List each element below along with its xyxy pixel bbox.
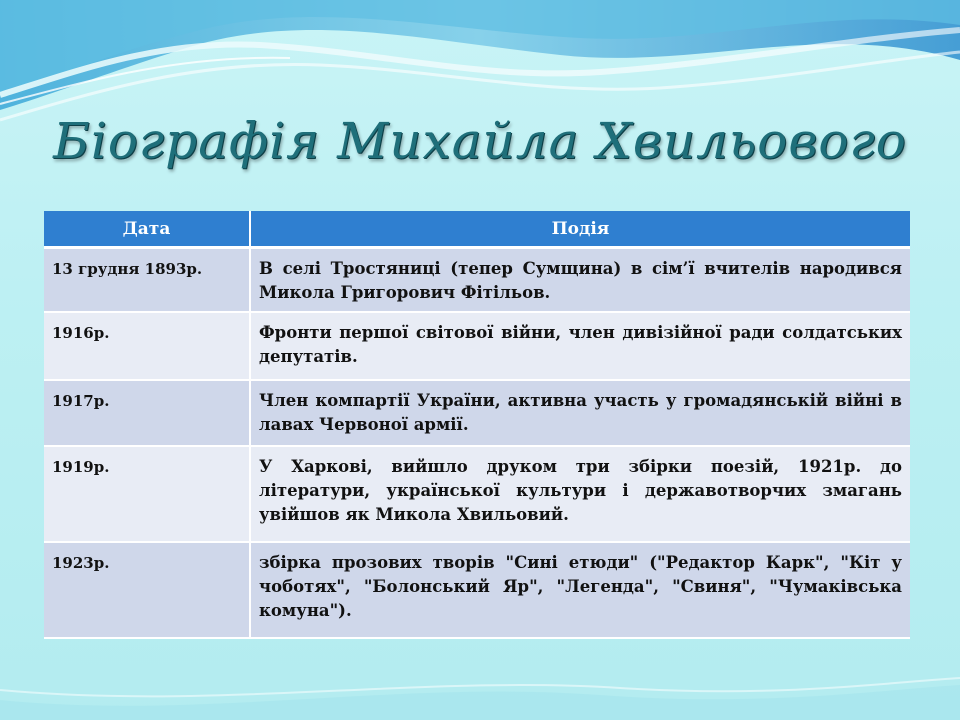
slide-title: Біографія Михайла Хвильового [53,112,907,170]
table-header-row [44,211,910,248]
row-event: Член компартії України, активна участь у громадянській війні в лавах Червоної армії. [250,380,910,446]
biography-table [44,211,910,639]
table-row [44,542,910,638]
row-date: 1916р. [44,312,250,380]
row-date: 13 грудня 1893р. [44,248,250,313]
table-row [44,446,910,542]
header-event: Подія [250,211,910,248]
row-event: Фронти першої світової війни, член дивізійної ради солдатських депутатів. [250,312,910,380]
row-event: збірка прозових творів "Сині етюди" ("Редактор Карк", "Кіт у чоботях", "Болонський Яр", "Легенда", "Свиня", "Чумаківська комуна"). [250,542,910,638]
row-date: 1917р. [44,380,250,446]
decorative-waves-bottom [0,660,960,720]
table-row [44,312,910,380]
table-row [44,248,910,313]
row-event: У Харкові, вийшло друком три збірки поезій, 1921р. до літератури, української культури і державотворчих змагань увійшов як Микола Хвильовий. [250,446,910,542]
table-row [44,380,910,446]
header-date: Дата [44,211,250,248]
row-event: В селі Тростяниці (тепер Сумщина) в сім’ї вчителів народився Микола Григорович Фітільов. [250,248,910,313]
row-date: 1919р. [44,446,250,542]
row-date: 1923р. [44,542,250,638]
